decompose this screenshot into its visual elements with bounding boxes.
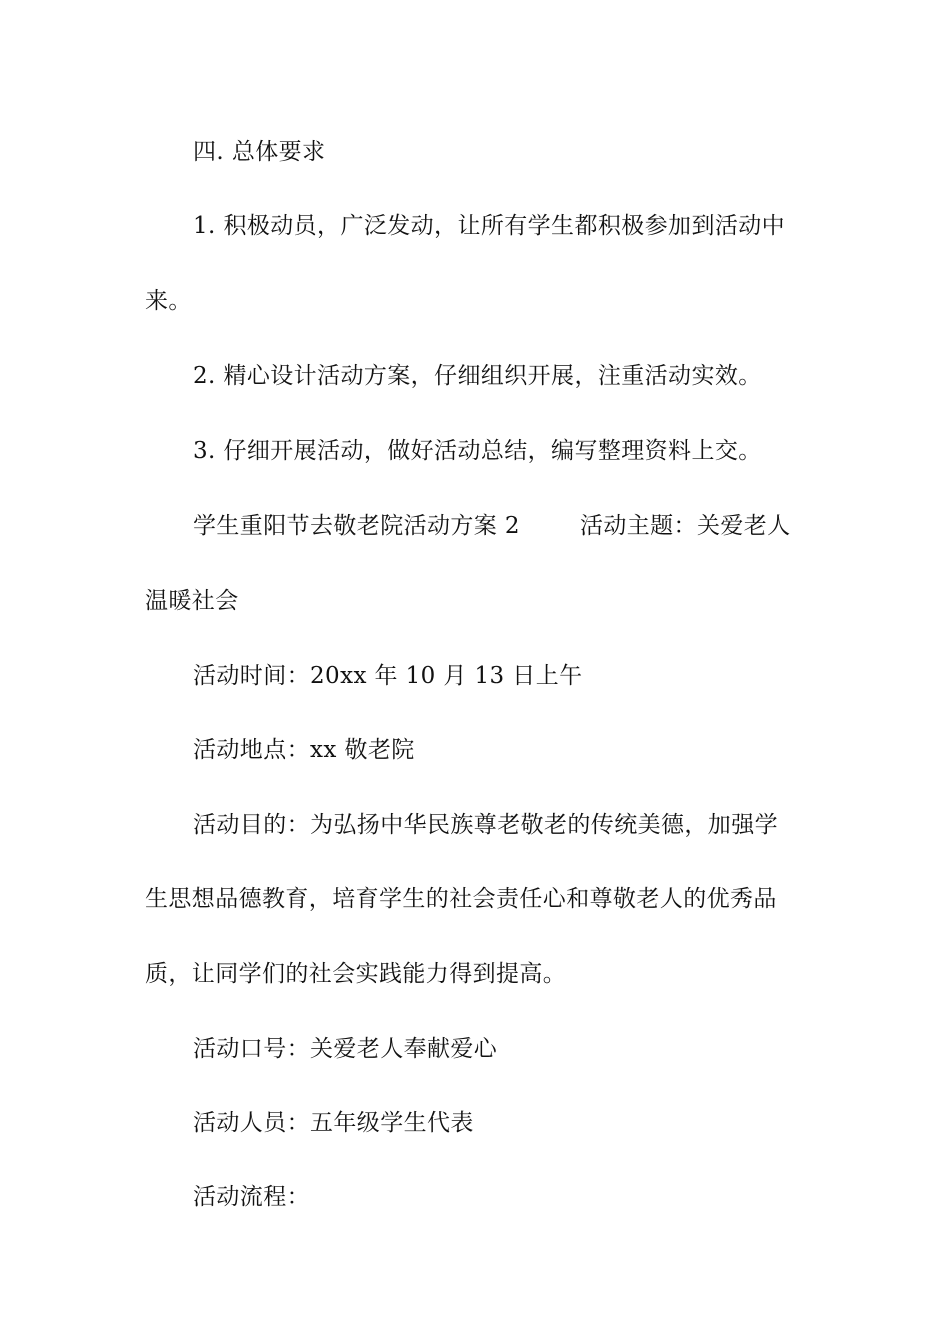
purpose-line-1: 活动目的：为弘扬中华民族尊老敬老的传统美德，加强学 (193, 812, 778, 838)
purpose-line-3: 质，让同学们的社会实践能力得到提高。 (145, 961, 567, 987)
theme-continuation: 温暖社会 (145, 588, 239, 614)
requirement-1-line-1: 1. 积极动员，广泛发动，让所有学生都积极参加到活动中 (193, 213, 786, 239)
purpose-line-2: 生思想品德教育，培育学生的社会责任心和尊敬老人的优秀品 (145, 886, 777, 912)
requirement-2: 2. 精心设计活动方案，仔细组织开展，注重活动实效。 (193, 363, 762, 389)
activity-time: 活动时间：20xx 年 10 月 13 日上午 (193, 663, 583, 689)
requirement-3: 3. 仔细开展活动，做好活动总结，编写整理资料上交。 (193, 438, 762, 464)
requirement-1-line-2: 来。 (145, 288, 192, 314)
plan-title: 学生重阳节去敬老院活动方案 2 (193, 513, 520, 539)
activity-slogan: 活动口号：关爱老人奉献爱心 (193, 1036, 498, 1062)
section-heading: 四. 总体要求 (193, 139, 326, 165)
activity-members: 活动人员：五年级学生代表 (193, 1110, 474, 1136)
activity-process: 活动流程： (193, 1184, 310, 1210)
theme-label: 活动主题：关爱老人 (579, 513, 791, 539)
plan-title-line (193, 511, 791, 541)
activity-place: 活动地点：xx 敬老院 (193, 737, 415, 763)
